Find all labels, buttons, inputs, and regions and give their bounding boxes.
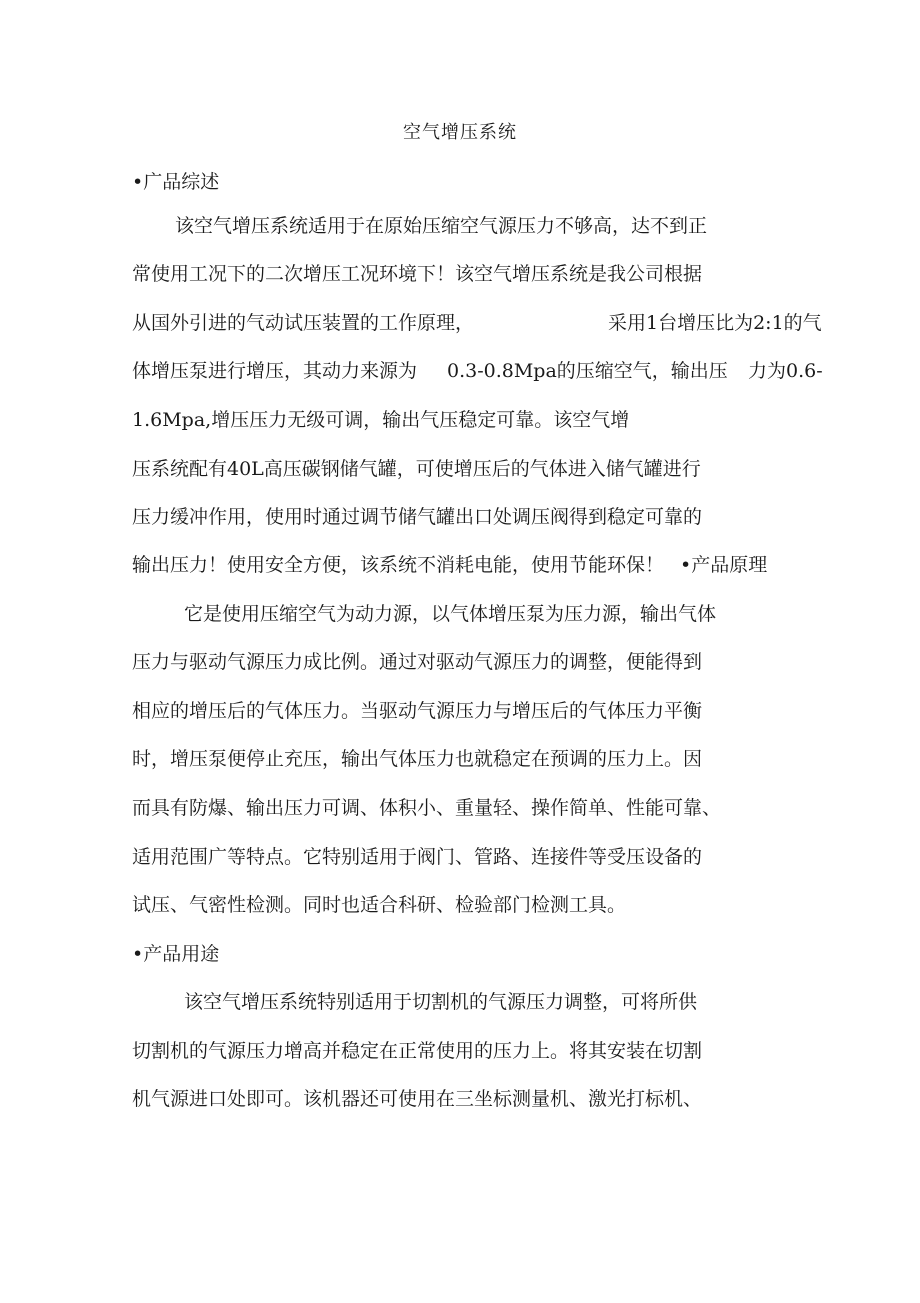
paragraph-line: 切割机的气源压力增高并稳定在正常使用的压力上。将其安装在切割 <box>132 1040 703 1062</box>
paragraph-line: 该空气增压系统特别适用于切割机的气源压力调整，可将所供 <box>184 991 698 1013</box>
document-title: 空气增压系统 <box>403 122 517 143</box>
paragraph-line: 适用范围广等特点。它特别适用于阀门、管路、连接件等受压设备的 <box>132 846 703 868</box>
paragraph-line: 压系统配有40L高压碳钢储气罐，可使增压后的气体进入储气罐进行 <box>132 458 701 480</box>
paragraph-line: 1.6Mpa,增压压力无级可调，输出气压稳定可靠。该空气增 <box>132 409 630 431</box>
paragraph-line: 体增压泵进行增压，其动力来源为 <box>132 360 418 382</box>
paragraph-line: 时，增压泵便停止充压，输出气体压力也就稳定在预调的压力上。因 <box>132 748 703 770</box>
paragraph-line: 从国外引进的气动试压装置的工作原理， <box>132 312 475 334</box>
section-heading-overview: •广品综述 <box>132 171 220 193</box>
paragraph-line: 力为0.6- <box>748 360 823 382</box>
section-heading-principle: •产品原理 <box>680 554 768 576</box>
paragraph-line: 机气源进口处即可。该机器还可使用在三坐标测量机、激光打标机、 <box>132 1088 703 1110</box>
paragraph-line: 0.3-0.8Mpa的压缩空气，输出压 <box>447 360 728 382</box>
paragraph-line: 压力缓冲作用，使用时通过调节储气罐出口处调压阀得到稳定可靠的 <box>132 506 703 528</box>
paragraph-line: 相应的增压后的气体压力。当驱动气源压力与增压后的气体压力平衡 <box>132 700 703 722</box>
section-heading-usage: •产品用途 <box>132 943 220 965</box>
paragraph-line: 输出压力！使用安全方便，该系统不消耗电能，使用节能环保！ <box>132 554 665 576</box>
paragraph-line: 常使用工况下的二次增压工况环境下！该空气增压系统是我公司根据 <box>132 263 703 285</box>
paragraph-line: 压力与驱动气源压力成比例。通过对驱动气源压力的调整，便能得到 <box>132 651 703 673</box>
paragraph-line: 试压、气密性检测。同时也适合科研、检验部门检测工具。 <box>132 894 627 916</box>
paragraph-line: 它是使用压缩空气为动力源，以气体增压泵为压力源，输出气体 <box>184 603 717 625</box>
paragraph-line: 该空气增压系统适用于在原始压缩空气源压力不够高，达不到正 <box>175 215 708 237</box>
paragraph-line: 采用1台增压比为2:1的气 <box>608 312 822 334</box>
paragraph-line: 而具有防爆、输出压力可调、体积小、重量轻、操作简单、性能可靠、 <box>132 797 722 819</box>
